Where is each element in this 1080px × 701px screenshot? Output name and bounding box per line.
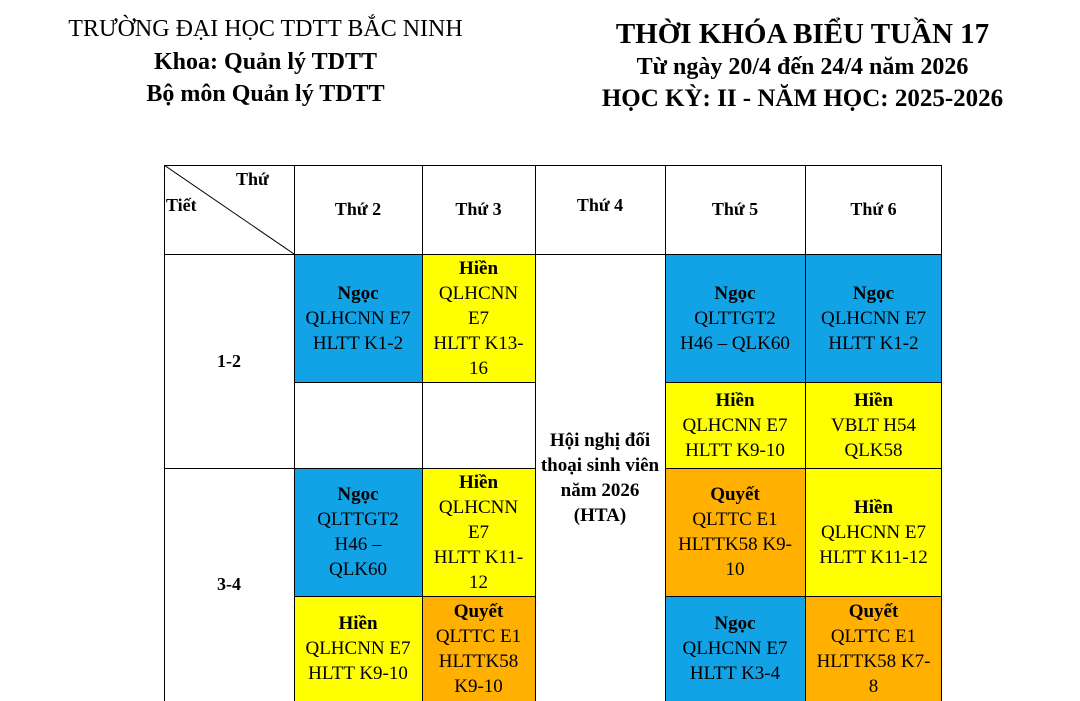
school-name: TRƯỜNG ĐẠI HỌC TDTT BẮC NINH bbox=[68, 16, 463, 42]
schedule-term: HỌC KỲ: II - NĂM HỌC: 2025-2026 bbox=[601, 85, 1004, 112]
day-header-mon: Thứ 2 bbox=[294, 165, 422, 254]
class-cell-fri-3-4b bbox=[805, 596, 942, 701]
class-detail-line: QLHCNN E7 bbox=[305, 307, 411, 329]
lecturer-name: Hiền bbox=[338, 613, 378, 634]
grid-line-v0 bbox=[164, 165, 165, 701]
lecturer-name: Ngọc bbox=[337, 484, 379, 505]
school-header bbox=[18, 14, 513, 110]
class-detail-line: QLK58 bbox=[844, 439, 903, 461]
class-cell-mon-3-4b bbox=[294, 596, 422, 701]
class-detail-line: QLHCNN E7 bbox=[305, 638, 411, 659]
grid-line-sub2b bbox=[665, 596, 942, 597]
day-header-wed: Thứ 4 bbox=[535, 165, 665, 245]
class-detail-line: 16 bbox=[469, 357, 488, 379]
class-cell-fri-1-2a bbox=[805, 254, 942, 382]
class-detail-line: HLTT K9-10 bbox=[308, 663, 408, 684]
class-cell-tue-3-4b bbox=[422, 596, 535, 701]
class-cell-tue-1-2a bbox=[422, 254, 535, 382]
class-detail-line: HLTT K13- bbox=[433, 332, 524, 354]
lecturer-name: Quyết bbox=[453, 600, 504, 622]
class-detail-line: QLTTGT2 bbox=[694, 307, 776, 329]
day-header-thu: Thứ 5 bbox=[665, 165, 805, 254]
lecturer-name: Quyết bbox=[710, 484, 760, 505]
corner-day-label: Thứ bbox=[236, 169, 269, 189]
class-detail-line: QLHCNN E7 bbox=[820, 307, 927, 329]
class-cell-thu-1-2a bbox=[665, 254, 805, 382]
class-detail-line: HLTT K11- bbox=[433, 546, 524, 568]
grid-line-row2 bbox=[164, 468, 535, 469]
class-detail-line: QLK60 bbox=[328, 559, 388, 580]
day-header-tue: Thứ 3 bbox=[422, 165, 535, 254]
class-detail-line: HLTT K3-4 bbox=[689, 663, 781, 684]
wednesday-event-cell bbox=[535, 254, 665, 701]
class-detail-line: QLTTC E1 bbox=[830, 625, 917, 647]
class-cell-mon-1-2a bbox=[294, 254, 422, 382]
lecturer-name: Quyết bbox=[848, 600, 899, 622]
grid-line-row2b bbox=[665, 468, 942, 469]
wednesday-event-text: Hội nghị đối thoại sinh viên năm 2026 (HTA) bbox=[540, 429, 660, 526]
class-detail-line: VBLT H54 bbox=[831, 414, 916, 436]
class-detail-line: H46 – QLK60 bbox=[680, 332, 790, 354]
faculty-name: Khoa: Quản lý TDTT bbox=[154, 49, 377, 76]
schedule-header bbox=[560, 16, 1045, 116]
grid-line-row1 bbox=[164, 254, 294, 255]
schedule-title: THỜI KHÓA BIỂU TUẦN 17 bbox=[615, 18, 990, 50]
lecturer-name: Ngọc bbox=[852, 282, 895, 304]
schedule-dates: Từ ngày 20/4 đến 24/4 năm 2026 bbox=[636, 54, 969, 80]
day-header-fri: Thứ 6 bbox=[805, 165, 942, 254]
lecturer-name: Ngọc bbox=[337, 282, 379, 304]
class-detail-line: QLTTC E1 bbox=[692, 509, 778, 530]
corner-period-label: Tiết bbox=[166, 195, 197, 215]
class-cell-fri-1-2b bbox=[805, 382, 942, 468]
class-detail-line: E7 bbox=[467, 521, 490, 543]
class-detail-line: HLTT K11-12 bbox=[819, 546, 928, 568]
class-cell-thu-1-2b bbox=[665, 382, 805, 468]
class-detail-line: E7 bbox=[467, 307, 490, 329]
class-detail-line: HLTTK58 K9- bbox=[678, 534, 792, 555]
grid-line-sub1 bbox=[294, 382, 535, 383]
class-detail-line: HLTT K9-10 bbox=[685, 439, 785, 461]
grid-line-v3 bbox=[535, 165, 536, 701]
lecturer-name: Hiền bbox=[458, 471, 499, 493]
class-cell-thu-3-4b bbox=[665, 596, 805, 701]
grid-line-v4 bbox=[665, 165, 666, 701]
class-detail-line: QLTTC E1 bbox=[435, 625, 522, 647]
class-detail-line: HLTTK58 bbox=[438, 650, 519, 672]
class-detail-line: 12 bbox=[469, 571, 488, 593]
class-detail-line: QLHCNN bbox=[438, 496, 519, 518]
lecturer-name: Hiền bbox=[853, 389, 894, 411]
grid-line-header-bottom bbox=[294, 254, 942, 255]
class-cell-mon-3-4a bbox=[294, 468, 422, 596]
class-detail-line: HLTTK58 K7- bbox=[816, 650, 931, 672]
lecturer-name: Hiền bbox=[853, 496, 894, 518]
corner-header-cell bbox=[164, 165, 294, 254]
period-label-3-4: 3-4 bbox=[164, 468, 294, 701]
grid-line-sub1b bbox=[665, 382, 942, 383]
lecturer-name: Hiền bbox=[458, 257, 499, 279]
class-detail-line: 8 bbox=[868, 675, 879, 697]
class-detail-line: HLTT K1-2 bbox=[828, 332, 919, 354]
class-detail-line: QLTTGT2 bbox=[317, 509, 399, 530]
department-name: Bộ môn Quản lý TDTT bbox=[146, 81, 385, 108]
period-label-1-2: 1-2 bbox=[164, 254, 294, 468]
class-cell-tue-3-4a bbox=[422, 468, 535, 596]
grid-line-v1 bbox=[294, 165, 295, 701]
grid-line-top bbox=[164, 165, 942, 166]
lecturer-name: Hiền bbox=[715, 389, 755, 411]
grid-line-v5 bbox=[805, 165, 806, 701]
empty-cell-mon-1-2b bbox=[294, 382, 422, 468]
grid-line-v6 bbox=[941, 165, 942, 701]
class-detail-line: K9-10 bbox=[454, 675, 503, 697]
class-detail-line: H46 – bbox=[334, 534, 382, 555]
class-cell-thu-3-4a bbox=[665, 468, 805, 596]
class-detail-line: QLHCNN E7 bbox=[682, 414, 788, 436]
class-detail-line: HLTT K1-2 bbox=[312, 332, 404, 354]
lecturer-name: Ngọc bbox=[714, 613, 756, 634]
class-detail-line: QLHCNN bbox=[438, 282, 519, 304]
grid-line-sub2 bbox=[294, 596, 535, 597]
grid-line-v2 bbox=[422, 165, 423, 701]
class-detail-line: QLHCNN E7 bbox=[820, 521, 927, 543]
class-cell-fri-3-4a bbox=[805, 468, 942, 596]
empty-cell-tue-1-2b bbox=[422, 382, 535, 468]
class-detail-line: QLHCNN E7 bbox=[682, 638, 788, 659]
lecturer-name: Ngọc bbox=[714, 282, 756, 304]
class-detail-line: 10 bbox=[725, 559, 745, 580]
